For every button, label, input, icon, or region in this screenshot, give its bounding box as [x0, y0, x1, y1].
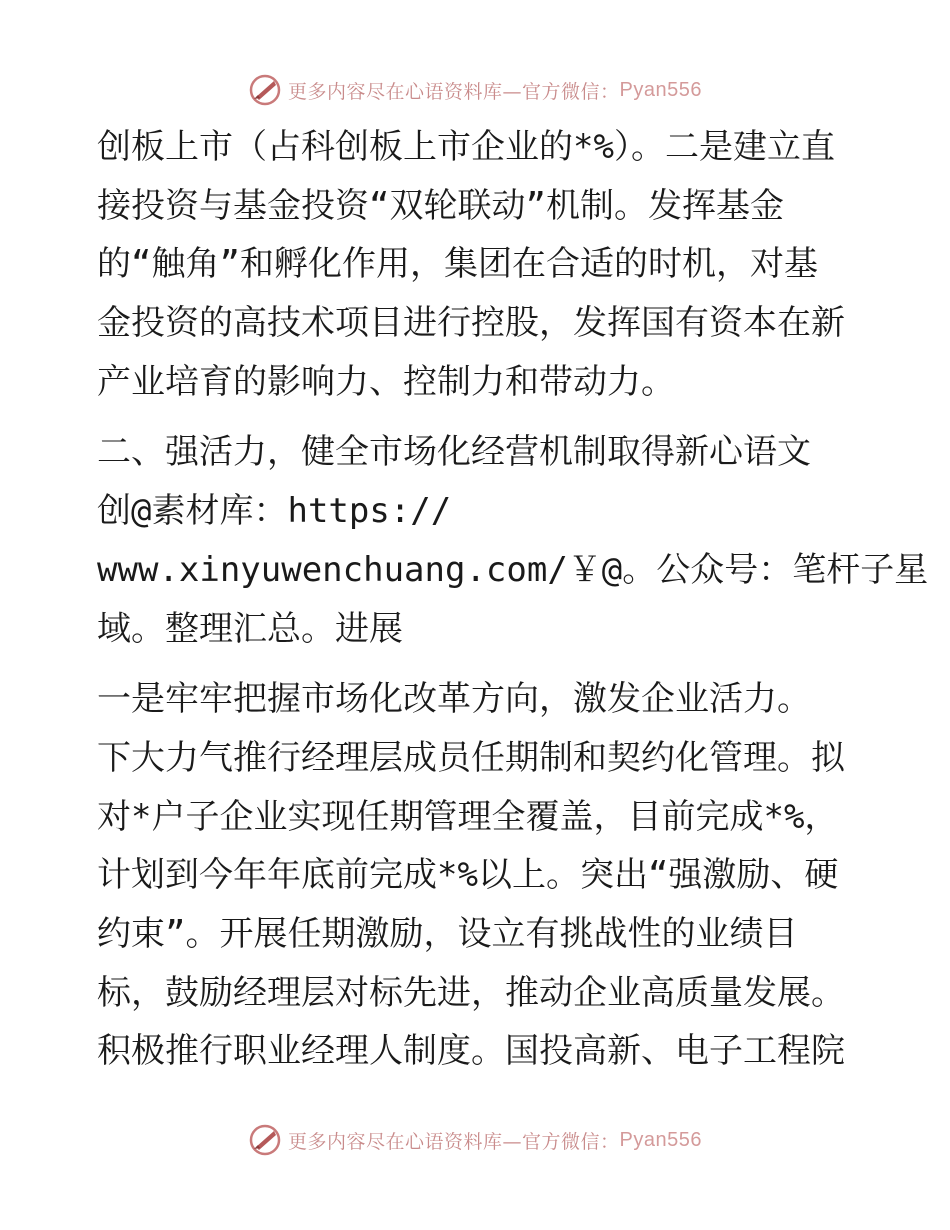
- watermark-label: 更多内容尽在心语资料库—官方微信：: [288, 1130, 620, 1153]
- paragraph-3: [97, 670, 853, 1081]
- text-line: 创板上市（占科创板上市企业的*%）。二是建立直: [97, 127, 835, 167]
- watermark-wechat-id: Pyan556: [619, 78, 702, 101]
- watermark-header: [0, 70, 950, 110]
- text-line: 接投资与基金投资“双轮联动”机制。发挥基金: [97, 185, 784, 226]
- text-line: 金投资的高技术项目进行控股，发挥国有资本在新: [97, 303, 845, 344]
- paragraph-2: [97, 423, 929, 658]
- brand-logo-icon: [248, 73, 282, 107]
- text-line: 产业培育的影响力、控制力和带动力。: [97, 361, 675, 402]
- text-line: 的“触角”和孵化作用，集团在合适的时机，对基: [97, 244, 818, 285]
- text-line: 域。整理汇总。进展: [97, 608, 403, 649]
- text-line: 积极推行职业经理人制度。国投高新、电子工程院: [97, 1031, 845, 1072]
- text-line: 下大力气推行经理层成员任期制和契约化管理。拟: [97, 737, 845, 778]
- text-line: 二、强活力，健全市场化经营机制取得新心语文: [97, 432, 811, 473]
- paragraph-1: [97, 118, 853, 411]
- watermark-footer: [0, 1120, 950, 1160]
- watermark-wechat-id: Pyan556: [619, 1128, 702, 1151]
- text-line: 一是牢牢把握市场化改革方向，激发企业活力。: [97, 679, 811, 720]
- text-line: 对*户子企业实现任期管理全覆盖，目前完成*%，: [97, 796, 839, 837]
- text-line: 约束”。开展任期激励，设立有挑战性的业绩目: [97, 913, 798, 954]
- text-line: 计划到今年年底前完成*%以上。突出“强激励、硬: [97, 855, 839, 896]
- brand-logo-icon: [248, 1123, 282, 1157]
- text-line: 标，鼓励经理层对标先进，推动企业高质量发展。: [97, 972, 845, 1013]
- text-line: www.xinyuwenchuang.com/￥@。公众号：笔杆子星: [97, 549, 929, 590]
- document-body: [97, 118, 929, 1081]
- text-line: 创@素材库：https://: [97, 491, 452, 532]
- watermark-text: [288, 1127, 702, 1154]
- watermark-label: 更多内容尽在心语资料库—官方微信：: [288, 80, 620, 103]
- watermark-text: [288, 77, 702, 104]
